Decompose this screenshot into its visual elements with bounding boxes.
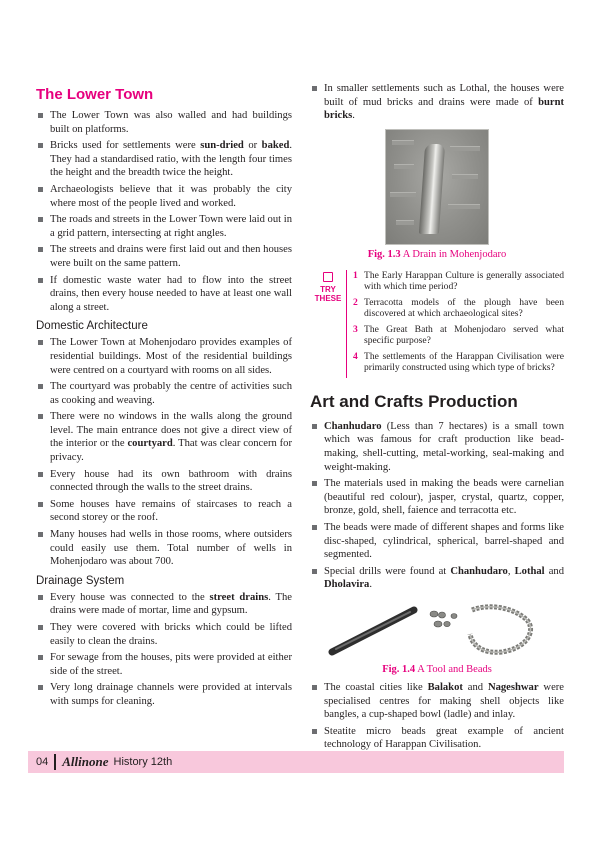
try-these-label (310, 270, 346, 378)
coastal-cities-list (310, 681, 564, 752)
drainage-system-heading: Drainage System (36, 574, 125, 587)
bullet-item: Chanhudaro (Less than 7 hectares) is a small town which was famous for craft production like bead-making, shell-cutting, metal-working, seal-making and weight-making. (310, 420, 564, 474)
smaller-settlements-list (310, 82, 564, 123)
bullet-item: Every house had its own bathroom with drains connected through the walls to the street drains. (36, 468, 292, 495)
checkbox-icon (323, 272, 333, 282)
bullet-item: In smaller settlements such as Lothal, the houses were built of mud bricks and drains were made of burnt bricks. (310, 82, 564, 123)
try-question (353, 270, 564, 293)
bullet-item: Every house was connected to the street drains. The drains were made of mortar, lime and gypsum. (36, 591, 292, 618)
bullet-item: The roads and streets in the Lower Town were laid out in a grid pattern, intersecting at right angles. (36, 213, 292, 240)
try-question-number: 2 (353, 296, 358, 308)
bullet-item: The streets and drains were first laid out and then houses were built on the same pattern. (36, 243, 292, 270)
bullet-item: For sewage from the houses, pits were provided at either side of the street. (36, 651, 292, 678)
art-crafts-list (310, 420, 564, 592)
bullet-item: If domestic waste water had to flow into the street drains, then every house needed to have at least one wall along a street. (36, 274, 292, 315)
figure-drain (310, 129, 564, 260)
drill-tool-icon (332, 610, 414, 652)
bullet-item: They were covered with bricks which could be lifted easily to clean the drains. (36, 621, 292, 648)
bullet-item: There were no windows in the walls along the ground level. The main entrance does not give a direct view of the interior or the courtyard. That was clear concern for privacy. (36, 410, 292, 464)
try-question-number: 3 (353, 323, 358, 335)
try-question (353, 297, 564, 320)
bullet-item: Many houses had wells in those rooms, where outsiders could easily use them. Total number of wells in Mohenjodaro was about 700. (36, 528, 292, 569)
bullet-item: The materials used in making the beads were carnelian (beautiful red colour), jasper, crystal, quartz, copper, bronze, gold, shell, faience and terracotta etc. (310, 477, 564, 518)
left-column (36, 82, 292, 712)
tool-and-beads-illustration (322, 600, 552, 660)
try-these-questions (346, 270, 564, 378)
bullet-item: Steatite micro beads great example of ancient technology of Harappan Civilisation. (310, 725, 564, 752)
bullet-item: The coastal cities like Balakot and Nageshwar were specialised centres for making shell objects like bangles, a cup-shaped bowl (ladle) and inlay. (310, 681, 564, 722)
figure-drain-number: Fig. 1.3 (367, 248, 401, 260)
figure-drain-caption (310, 249, 564, 260)
try-question-text: The settlements of the Harappan Civilisation were primarily constructed using which type of bricks? (364, 350, 564, 374)
bead-necklace-icon (470, 607, 531, 652)
try-these-box (310, 270, 564, 378)
drain-photo (385, 129, 489, 245)
figure-tool-beads-caption (310, 664, 564, 675)
try-label-line1: TRY (320, 284, 336, 294)
bullet-item: Very long drainage channels were provided at intervals with sumps for cleaning. (36, 681, 292, 708)
figure-tool-beads (310, 598, 564, 675)
figure-tool-beads-caption-text: A Tool and Beads (417, 663, 492, 675)
brand-logo: Allinone (62, 754, 109, 769)
domestic-architecture-heading: Domestic Architecture (36, 320, 148, 333)
drainage-system-list (36, 591, 292, 709)
book-subject: History 12th (113, 756, 173, 768)
figure-tool-beads-number: Fig. 1.4 (382, 663, 416, 675)
bullet-item: Archaeologists believe that it was probably the city where most of the people lived and worked. (36, 183, 292, 210)
bullet-item: The beads were made of different shapes and forms like disc-shaped, cylindrical, spherical, barrel-shaped and segmented. (310, 521, 564, 562)
lower-town-heading: The Lower Town (36, 86, 154, 103)
page-number: 04 (36, 756, 49, 768)
bullet-item: The courtyard was probably the centre of activities such as cooking and weaving. (36, 380, 292, 407)
bullet-item: Some houses have remains of staircases to reach a second storey or the roof. (36, 498, 292, 525)
try-question-text: The Great Bath at Mohenjodaro served what specific purpose? (364, 323, 564, 347)
tool-beads-image (310, 598, 564, 660)
try-question-number: 4 (353, 350, 358, 362)
domestic-architecture-list (36, 336, 292, 569)
art-crafts-heading: Art and Crafts Production (310, 391, 518, 411)
bullet-item: Special drills were found at Chanhudaro, Lothal and Dholavira. (310, 565, 564, 592)
page-footer (28, 751, 564, 773)
bullet-item: The Lower Town was also walled and had buildings built on platforms. (36, 109, 292, 136)
try-question (353, 324, 564, 347)
right-column (310, 82, 564, 755)
try-question-text: The Early Harappan Culture is generally associated with which time period? (364, 269, 564, 293)
try-question-number: 1 (353, 269, 358, 281)
loose-beads-icon (430, 611, 457, 627)
bullet-item: The Lower Town at Mohenjodaro provides examples of residential buildings. Most of the residential buildings were centred on a courtyard with rooms on all sides. (36, 336, 292, 377)
try-label-line2: THESE (314, 293, 342, 303)
try-question-text: Terracotta models of the plough have been discovered at which archaeological sites? (364, 296, 564, 320)
bullet-item: Bricks used for settlements were sun-dried or baked. They had a standardised ratio, with the length four times the height and the breadth twice the height. (36, 139, 292, 180)
try-question (353, 351, 564, 374)
figure-drain-caption-text: A Drain in Mohenjodaro (402, 248, 507, 260)
lower-town-list (36, 109, 292, 314)
footer-divider (54, 754, 56, 770)
